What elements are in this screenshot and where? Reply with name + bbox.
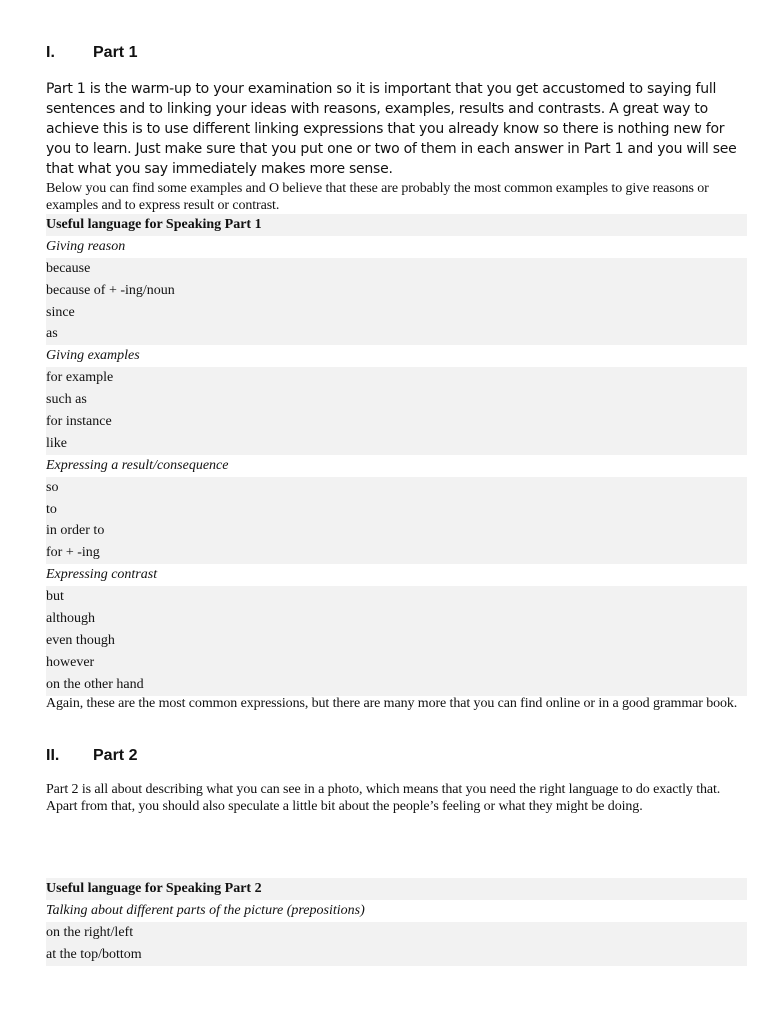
table-row: on the right/left — [46, 922, 747, 944]
category-heading: Giving reason — [46, 238, 126, 254]
table-row: on the other hand — [46, 674, 747, 696]
section-1-closing: Again, these are the most common expressions, but there are many more that you can find online or in a good grammar book. — [46, 696, 738, 711]
section-1-numeral: I. — [46, 44, 55, 61]
section-1-note: Below you can find some examples and O believe that these are probably the most common examples to give reasons or examples and to express result or contrast. — [46, 181, 709, 213]
table-row: for instance — [46, 411, 747, 433]
table-row: however — [46, 652, 747, 674]
section-2-heading — [46, 746, 137, 766]
table-row: but — [46, 586, 747, 608]
table-row: so — [46, 477, 747, 499]
table-row: since — [46, 302, 747, 324]
part-1-language-table — [46, 214, 747, 696]
table-row: although — [46, 608, 747, 630]
section-1-title: Part 1 — [93, 44, 138, 61]
table-row: because of + -ing/noun — [46, 280, 747, 302]
table-row: at the top/bottom — [46, 944, 747, 966]
table-row: for example — [46, 367, 747, 389]
table-title: Useful language for Speaking Part 1 — [46, 214, 747, 236]
table-row: such as — [46, 389, 747, 411]
part-2-language-table — [46, 878, 747, 966]
category-heading: Talking about different parts of the picture (prepositions) — [46, 902, 365, 918]
table-row: for + -ing — [46, 542, 747, 564]
section-1-intro: Part 1 is the warm-up to your examination so it is important that you get accustomed to saying full sentences and to linking your ideas with reasons, examples, results and contrasts. A great way to achieve this is to use different linking expressions that you already know so there is nothing new for you to learn. Just make sure that you put one or two of them in each answer in Part 1 and you will see that what you say immediately makes more sense. — [46, 81, 737, 177]
category-heading: Expressing a result/consequence — [46, 457, 229, 473]
table-row: in order to — [46, 520, 747, 542]
table-row: to — [46, 499, 747, 521]
category-heading: Giving examples — [46, 348, 140, 364]
section-1-heading — [46, 43, 137, 63]
table-row: like — [46, 433, 747, 455]
table-row: even though — [46, 630, 747, 652]
table-row: as — [46, 323, 747, 345]
section-2-title: Part 2 — [93, 747, 138, 764]
table-row: because — [46, 258, 747, 280]
section-2-numeral: II. — [46, 747, 60, 764]
category-heading: Expressing contrast — [46, 567, 158, 583]
section-2-intro: Part 2 is all about describing what you can see in a photo, which means that you need the right language to do exactly that. Apart from that, you should also speculate a little bit about the people’s feeling or what they might be doing. — [46, 782, 721, 814]
table-title: Useful language for Speaking Part 2 — [46, 878, 747, 900]
